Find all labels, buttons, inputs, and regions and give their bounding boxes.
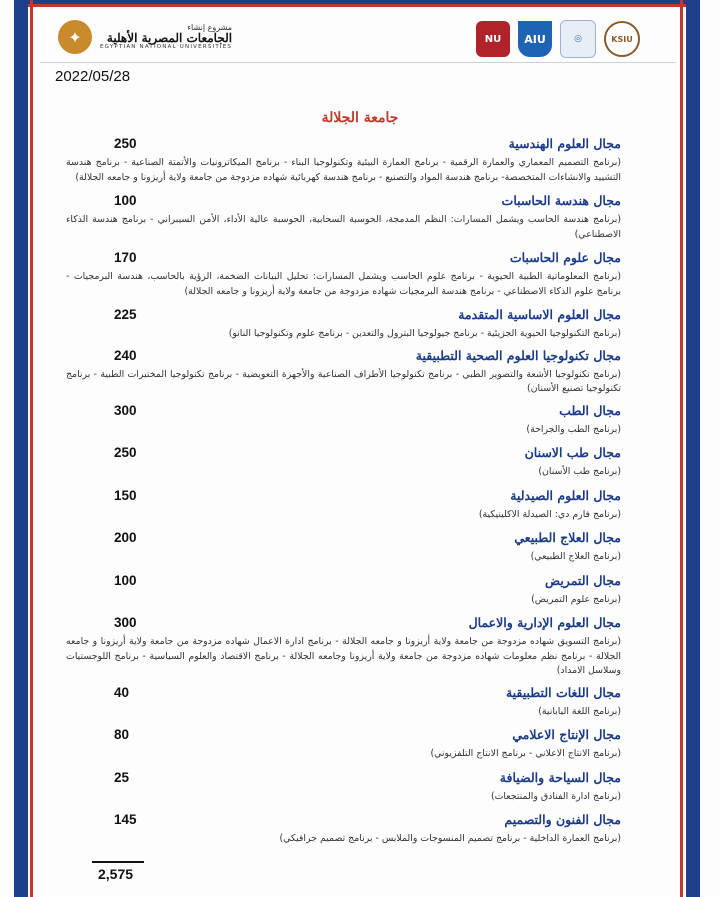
- section-header: [62, 486, 627, 508]
- section-item: [62, 305, 627, 342]
- section-programs: (برنامج اللغة اليابانية): [538, 705, 621, 717]
- section-header: [62, 768, 627, 790]
- section-programs: (برنامج هندسة الحاسب ويشمل المسارات: النظم المدمجة، الحوسبة السحابية، الحوسبة عالية الأداء، الأمن السيبراني - برنامج هندسة الذكاء الاصطناعي): [66, 214, 621, 240]
- sections-list: [62, 134, 627, 851]
- section-programs: (برنامج ادارة الفنادق والمنتجعات): [490, 790, 621, 802]
- section-programs: (برنامج الطب والجراحة): [526, 423, 621, 435]
- section-item: [62, 768, 627, 805]
- section-programs: (برنامج الانتاج الاعلاني - برنامج الانتاج التلفزيوني): [430, 748, 621, 759]
- section-programs: (برنامج فارم دي: الصيدلة الاكلينيكية): [478, 508, 621, 520]
- section-title: مجال العلوم الإدارية والاعمال: [468, 615, 621, 630]
- section-item: [62, 725, 627, 762]
- section-title: مجال طب الاسنان: [524, 445, 621, 460]
- section-header: [62, 810, 627, 832]
- globe-logo-icon: ◎: [560, 20, 596, 58]
- right-border-red: [680, 0, 683, 897]
- section-programs: (برنامج التصميم المعماري والعمارة الرقمية - برنامج العمارة البيئية وتكنولوجيا البناء - برنامج الميكاترونيات والأتمتة الصناعية - برنامج هندسة التشييد والانشاءات المتخصصة- برنامج هندسة المواد والتصنيع - برنامج هندسة كهربائية شهاده مزدوجة من جامعة ولاية أريزونا و جامعه الجلالة): [66, 157, 621, 183]
- section-item: [62, 443, 627, 480]
- section-header: [62, 305, 627, 327]
- section-count: 100: [114, 572, 137, 588]
- section-title: مجال العلوم الصيدلية: [510, 487, 621, 503]
- section-programs: (برنامج المعلوماتية الطبية الحيوية - برنامج علوم الحاسب ويشمل المسارات: تحليل البيانات الضخمة، الرؤية بالحاسب، هندسة البرمجيات - برنامج علوم الذكاء الاصطناعي - برنامج هندسة البرمجيات شهاده مزدوجة من جامعة ولاية أريزونا و جامعه الجلالة): [66, 271, 621, 297]
- header-divider: [40, 62, 675, 63]
- partner-logos: [476, 20, 640, 58]
- section-title: مجال التمريض: [545, 572, 621, 588]
- section-count: 300: [114, 615, 137, 630]
- section-item: [62, 248, 627, 299]
- section-count: 240: [114, 347, 137, 363]
- section-programs: (برنامج علوم التمريض): [531, 593, 621, 605]
- section-header: [62, 571, 627, 593]
- total-count: 2,575: [98, 866, 134, 882]
- section-item: [62, 613, 627, 679]
- section-count: 100: [114, 193, 137, 208]
- section-item: [62, 683, 627, 720]
- nu-logo-icon: NU: [476, 21, 510, 57]
- section-header: [62, 725, 627, 747]
- section-title: مجال العلاج الطبيعي: [514, 530, 621, 545]
- left-border-blue: [14, 0, 28, 897]
- section-programs: (برنامج التكنولوجيا الحيوية الجزيئية - برنامج جيولوجيا البترول والتعدين - برنامج علوم وتكنولوجيا النانو): [228, 328, 621, 339]
- section-header: [62, 248, 627, 270]
- section-count: 250: [114, 136, 137, 151]
- section-item: [62, 346, 627, 397]
- section-programs: (برنامج العلاج الطبيعي): [530, 551, 621, 562]
- page-title: جامعة الجلالة: [321, 110, 399, 126]
- section-count: 25: [114, 769, 130, 785]
- section-title: مجال الإنتاج الاعلامي: [512, 727, 621, 742]
- section-item: [62, 810, 627, 847]
- section-title: مجال الفنون والتصميم: [504, 812, 621, 827]
- section-header: [62, 134, 627, 156]
- section-count: 150: [114, 487, 137, 503]
- section-title: مجال السياحة والضيافة: [499, 769, 621, 785]
- letterhead: [40, 14, 675, 66]
- section-title: مجال هندسة الحاسبات: [501, 193, 621, 208]
- section-programs: (برنامج طب الأسنان): [538, 466, 621, 477]
- section-count: 250: [114, 445, 137, 460]
- right-border-blue: [686, 0, 700, 897]
- section-count: 40: [114, 684, 130, 700]
- section-count: 145: [114, 812, 137, 827]
- section-item: [62, 486, 627, 523]
- ministry-line3: EGYPTIAN NATIONAL UNIVERSITIES: [100, 43, 233, 50]
- egyptian-national-universities-logo: [58, 20, 232, 54]
- section-header: [62, 613, 627, 635]
- top-border-red: [14, 4, 700, 7]
- section-programs: (برنامج التسويق شهاده مزدوجة من جامعة ولاية أريزونا و جامعه الجلالة - برنامج ادارة الاعمال شهاده مزدوجة من جامعة ولاية أريزونا و جامعه الجلالة - برنامج نظم معلومات شهاده مزدوجة من جامعة ولاية أريزونا وجامعه الجلالة - برنامج الاقتصاد والعلوم السياسية - برنامج اللوجستيات وسلاسل الامداد): [66, 636, 621, 676]
- section-item: [62, 401, 627, 438]
- section-title: مجال تكنولوجيا العلوم الصحية التطبيقية: [415, 347, 621, 363]
- section-header: [62, 401, 627, 423]
- section-title: مجال العلوم الاساسية المتقدمة: [458, 307, 621, 322]
- section-header: [62, 191, 627, 213]
- section-header: [62, 683, 627, 705]
- section-header: [62, 443, 627, 465]
- section-header: [62, 528, 627, 550]
- section-title: مجال الطب: [559, 402, 621, 418]
- total-divider: [92, 861, 144, 863]
- ministry-line2: الجامعات المصرية الأهلية: [106, 31, 233, 46]
- section-title: مجال العلوم الهندسية: [508, 136, 621, 151]
- section-count: 225: [114, 307, 137, 322]
- section-count: 170: [114, 250, 137, 265]
- document-date: 2022/05/28: [55, 68, 131, 85]
- ministry-line1: مشروع إنشاء: [187, 22, 233, 32]
- section-item: [62, 528, 627, 565]
- section-title: مجال اللغات التطبيقية: [505, 684, 621, 700]
- section-count: 300: [114, 402, 137, 418]
- section-programs: (برنامج تكنولوجيا الأشعة والتصوير الطبي - برنامج تكنولوجيا الأطراف الصناعية والأجهزة التعويضية - برنامج تكنولوجيا المختبرات الطبية - برنامج تكنولوجيا تصنيع الأسنان): [66, 368, 621, 394]
- eagle-emblem-icon: ✦: [58, 20, 92, 54]
- ksiu-seal-icon: KSIU: [604, 21, 640, 57]
- left-border-red: [30, 0, 33, 897]
- section-title: مجال علوم الحاسبات: [509, 250, 621, 265]
- section-count: 200: [114, 530, 137, 545]
- section-item: [62, 571, 627, 608]
- section-programs: (برنامج العمارة الداخلية - برنامج تصميم المنسوجات والملابس - برنامج تصميم جرافيكي): [279, 833, 621, 844]
- section-header: [62, 346, 627, 368]
- section-item: [62, 134, 627, 185]
- section-count: 80: [114, 727, 130, 742]
- aiu-shield-icon: AIU: [518, 21, 552, 57]
- section-item: [62, 191, 627, 242]
